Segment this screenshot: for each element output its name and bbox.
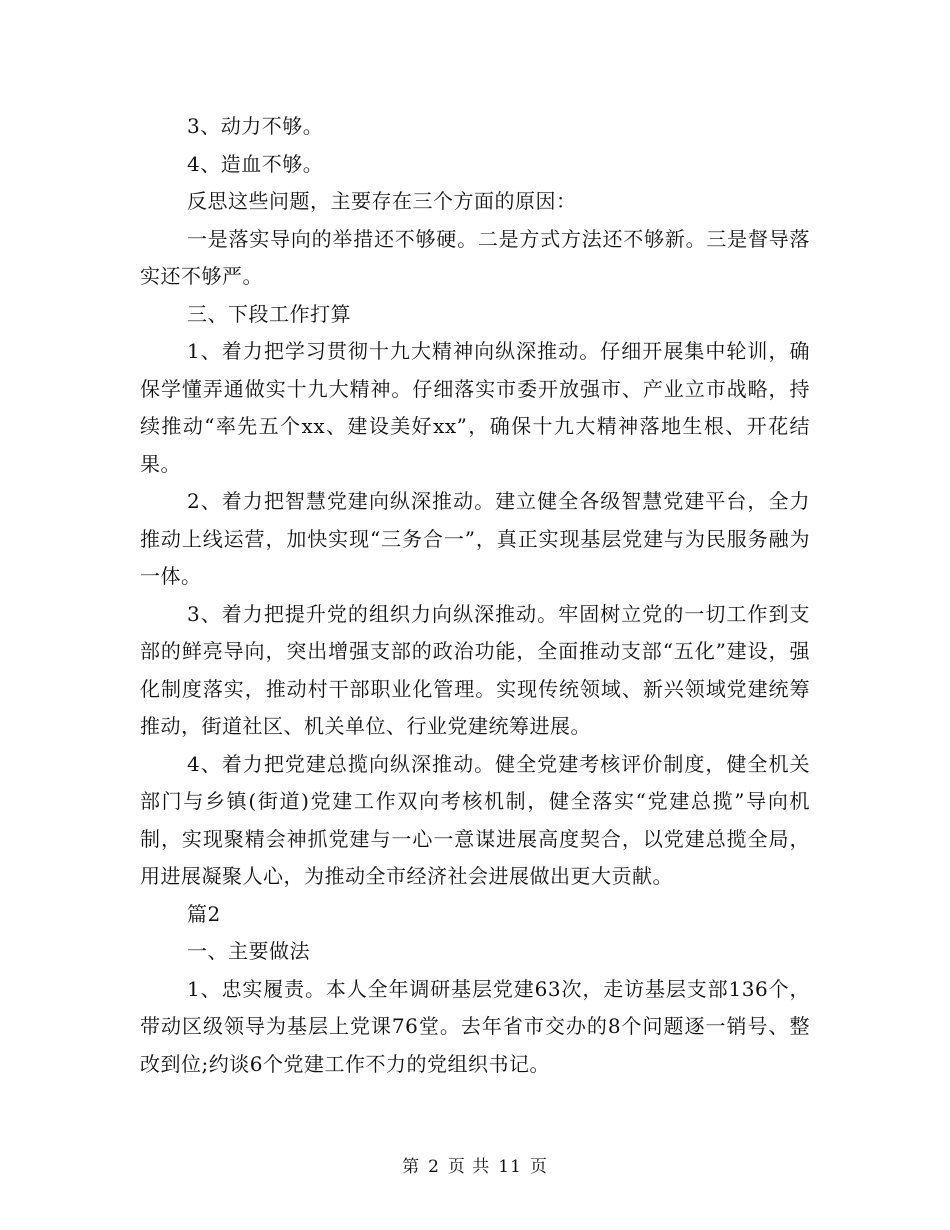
- paragraph-plan-4: 4、着力把党建总揽向纵深推动。健全党建考核评价制度，健全机关部门与乡镇(街道)党建工作双向考核机制，健全落实“党建总揽”导向机制，实现聚精会神抓党建与一心一意谋进展高度契合，以党建总揽全局，用进展凝聚人心，为推动全市经济社会进展做出更大贡献。: [140, 751, 810, 888]
- chapter-heading: 篇2: [187, 901, 221, 926]
- paragraph-method-1: 1、忠实履责。本人全年调研基层党建63次，走访基层支部136个，带动区级领导为基层上党课76堂。去年省市交办的8个问题逐一销号、整改到位;约谈6个党建工作不力的党组织书记。: [140, 976, 810, 1076]
- paragraph-reflection: 反思这些问题，主要存在三个方面的原因：: [187, 189, 577, 213]
- paragraph-item-4: 4、造血不够。: [187, 151, 324, 176]
- paragraph-reasons: 一是落实导向的举措还不够硬。二是方式方法还不够新。三是督导落实还不够严。: [140, 226, 810, 288]
- paragraph-plan-2: 2、着力把智慧党建向纵深推动。建立健全各级智慧党建平台，全力推动上线运营，加快实现“三务合一”，真正实现基层党建与为民服务融为一体。: [140, 489, 810, 588]
- section-heading-main-methods: 一、主要做法: [187, 939, 310, 963]
- document-body: [140, 108, 810, 1083]
- paragraph-item-3: 3、动力不够。: [187, 114, 324, 138]
- paragraph-plan-1: 1、着力把学习贯彻十九大精神向纵深推动。仔细开展集中轮训，确保学懂弄通做实十九大精神。仔细落实市委开放强市、产业立市战略，持续推动“率先五个xx、建设美好xx”，确保十九大精神落地生根、开花结果。: [140, 339, 810, 476]
- paragraph-plan-3: 3、着力把提升党的组织力向纵深推动。牢固树立党的一切工作到支部的鲜亮导向，突出增强支部的政治功能，全面推动支部“五化”建设，强化制度落实，推动村干部职业化管理。实现传统领域、新兴领域党建统筹推动，街道社区、机关单位、行业党建统筹进展。: [140, 601, 810, 738]
- footer-middle: 页 共: [447, 1157, 491, 1177]
- footer-total-pages: 11: [498, 1157, 522, 1177]
- footer-prefix: 第: [402, 1157, 421, 1177]
- footer-page-number: 2: [428, 1157, 440, 1177]
- page-footer: [0, 1152, 950, 1177]
- section-heading-next-plan: 三、下段工作打算: [187, 301, 351, 326]
- footer-suffix: 页: [529, 1157, 548, 1177]
